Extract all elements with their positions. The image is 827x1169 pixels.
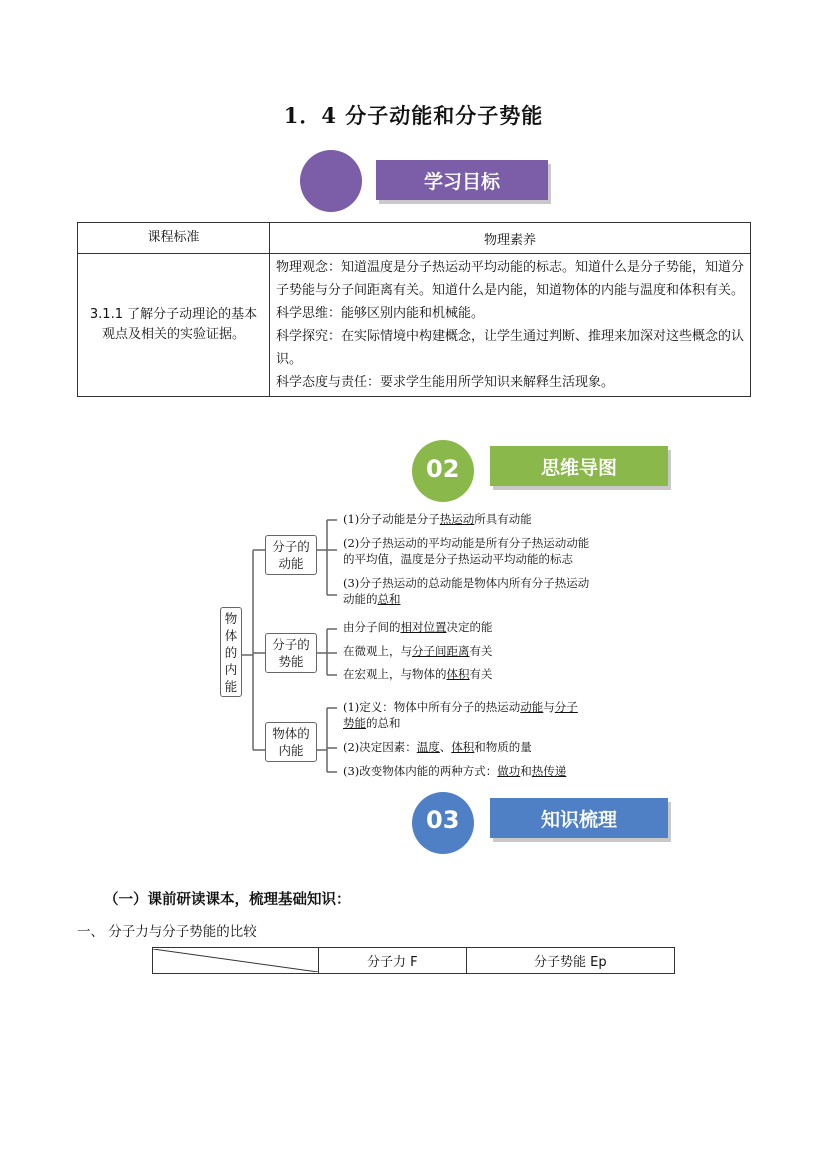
text: (1)定义：物体中所有分子的热运动: [343, 700, 521, 714]
text: 在微观上，与: [343, 644, 412, 658]
course-standard-cell: 3.1.1 了解分子动理论的基本观点及相关的实验证据。: [78, 254, 270, 397]
key-term: 总和: [377, 592, 401, 606]
key-term: 体积: [446, 667, 470, 681]
text: (3)改变物体内能的两种方式：: [343, 764, 498, 778]
key-term: 分子间距离: [412, 644, 470, 658]
header-molecular-potential: 分子势能 Ep: [466, 948, 674, 974]
text: 在宏观上，与物体的: [343, 667, 447, 681]
text: 决定的能: [446, 620, 493, 634]
text: 有关: [469, 667, 493, 681]
mind-map-item: (3)分子热运动的总动能是物体内所有分子热运动: [343, 576, 590, 590]
text: 、: [439, 740, 452, 754]
banner-learning-goals: [300, 148, 560, 218]
literacy-item: 科学态度与责任：要求学生能用所学知识来解释生活现象。: [276, 375, 615, 390]
key-term: 做功: [497, 764, 521, 778]
banner-knowledge-label: 知识梳理: [490, 798, 668, 838]
banner-mindmap-label: 思维导图: [490, 446, 668, 486]
key-term: 相对位置: [400, 620, 447, 634]
mind-map-item: 的平均值，温度是分子热运动平均动能的标志: [343, 552, 573, 566]
text: (2)决定因素：: [343, 740, 417, 754]
key-term: 热运动: [439, 512, 475, 526]
diagonal-line: [153, 949, 318, 972]
banner-number: 03: [426, 806, 460, 834]
key-term: 分子: [554, 700, 578, 714]
subsection-heading: 一、 分子力与分子势能的比较: [77, 924, 257, 940]
mind-map-item: [343, 763, 566, 779]
text: 有关: [469, 644, 493, 658]
banner-goals-label: 学习目标: [376, 160, 548, 200]
mind-map-item: [343, 619, 493, 635]
text: 的总和: [366, 716, 401, 730]
section-heading: （一）课前研读课本，梳理基础知识：: [104, 891, 351, 908]
mind-map-item: [343, 699, 578, 715]
page-title: 1．4 分子动能和分子势能: [283, 103, 544, 128]
text: 与: [543, 700, 555, 714]
text: 所具有动能: [474, 512, 532, 526]
mind-map-item: [343, 511, 532, 527]
header-literacy: 物理素养: [270, 223, 751, 254]
mind-map-branch-kinetic: 分子的动能: [265, 535, 317, 575]
banner-number: 02: [426, 455, 460, 483]
mind-map-item: (2)分子热运动的平均动能是所有分子热运动动能: [343, 536, 590, 550]
banner-mindmap: [412, 440, 682, 510]
text: (1)分子动能是分子: [343, 512, 440, 526]
header-molecular-force: 分子力 F: [319, 948, 467, 974]
literacy-item: 物理观念：知道温度是分子热运动平均动能的标志。知道什么是分子势能，知道分子势能与分子间距离有关。知道什么是内能，知道物体的内能与温度和体积有关。: [276, 260, 745, 298]
key-term: 动能: [520, 700, 544, 714]
mind-map-item: [343, 666, 493, 682]
mind-map-item: [343, 715, 401, 731]
mind-map-branch-internal: 物体的内能: [265, 722, 317, 762]
key-term: 温度: [416, 740, 440, 754]
mind-map: [215, 505, 655, 785]
header-course-standard: 课程标准: [78, 223, 270, 254]
standards-table: [77, 222, 751, 397]
key-term: 势能: [343, 716, 366, 730]
diagonal-header-cell: [153, 948, 319, 974]
mind-map-root: 物体的内能: [220, 607, 242, 697]
text: 动能的: [343, 592, 378, 606]
mind-map-item: [343, 591, 401, 607]
text: 和物质的量: [474, 740, 532, 754]
literacy-cell: [270, 254, 751, 397]
banner-disc: [300, 150, 362, 212]
key-term: 体积: [451, 740, 475, 754]
text: 和: [520, 764, 532, 778]
mind-map-item: [343, 643, 493, 659]
comparison-table: [152, 947, 675, 974]
text: 由分子间的: [343, 620, 401, 634]
mind-map-item: [343, 739, 532, 755]
literacy-item: 科学探究：在实际情境中构建概念，让学生通过判断、推理来加深对这些概念的认识。: [276, 329, 745, 367]
banner-knowledge: [412, 792, 682, 862]
key-term: 热传递: [531, 764, 567, 778]
literacy-item: 科学思维：能够区别内能和机械能。: [276, 306, 485, 321]
mind-map-branch-potential: 分子的势能: [265, 633, 317, 673]
